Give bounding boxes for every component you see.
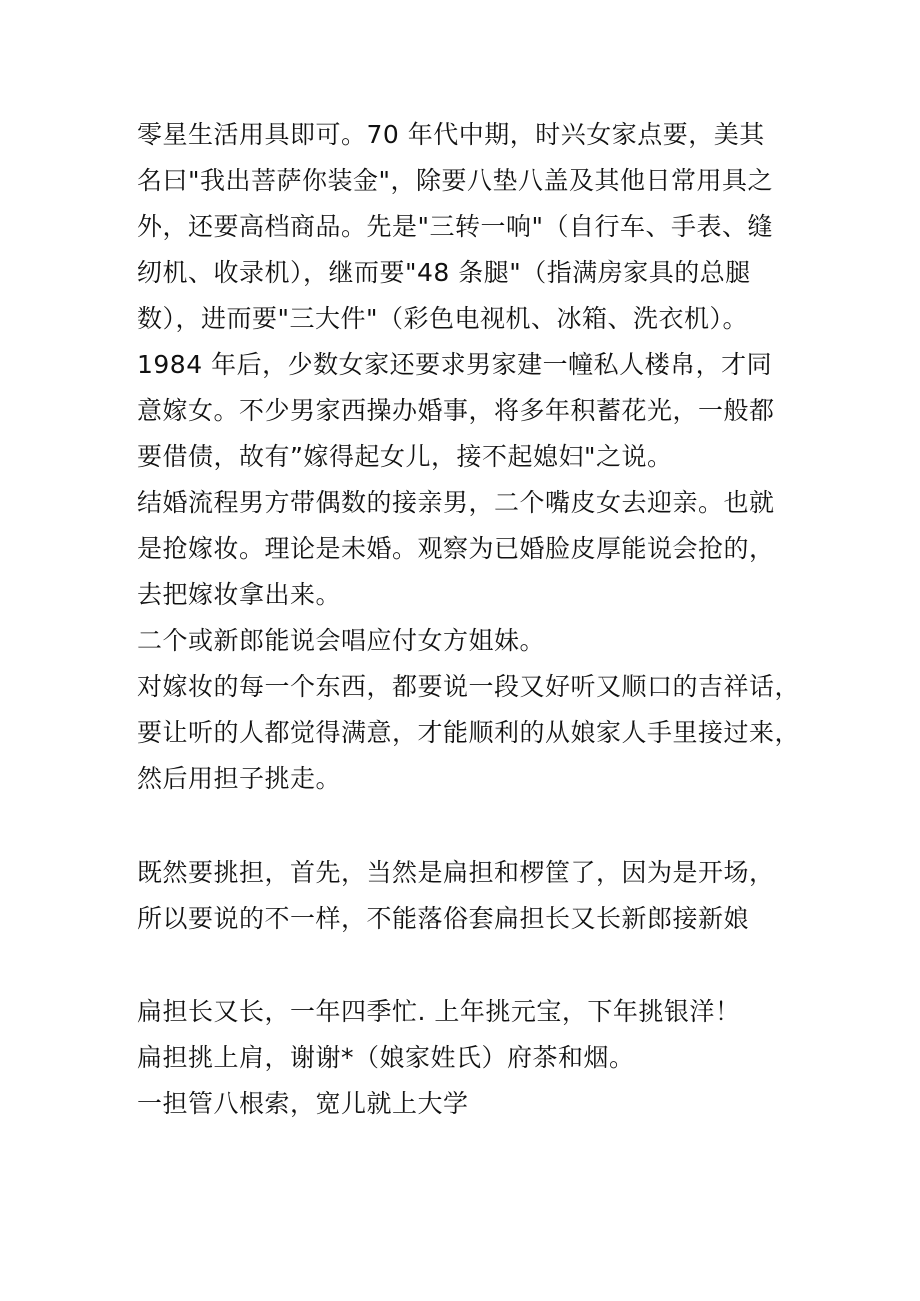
text-line: 结婚流程男方带偶数的接亲男，二个嘴皮女去迎亲。也就 <box>137 488 775 517</box>
text-line: 扁担挑上肩，谢谢*（娘家姓氏）府茶和烟。 <box>137 1043 635 1072</box>
text-line: 零星生活用具即可。70 年代中期，时兴女家点要，美其 <box>137 120 765 149</box>
text-line: 二个或新郎能说会唱应付女方姐妹。 <box>137 626 546 655</box>
text-line: 一担管八根索，宽儿就上大学 <box>137 1089 469 1118</box>
text-line: 纫机、收录机），继而要"48 条腿"（指满房家具的总腿 <box>137 258 751 287</box>
paragraph-carrying-pole-intro <box>137 850 797 942</box>
text-line: 既然要挑担，首先，当然是扁担和椤筐了，因为是开场， <box>137 858 775 887</box>
text-line: 数），进而要"三大件"（彩色电视机、冰箱、洗衣机）。 <box>137 304 749 333</box>
text-line: 是抢嫁妆。理论是未婚。观察为已婚脸皮厚能说会抢的， <box>137 534 775 563</box>
text-line: 对嫁妆的每一个东西，都要说一段又好听又顺口的吉祥话， <box>137 672 801 701</box>
paragraph-spacer <box>137 942 797 989</box>
text-line: 名曰"我出菩萨你装金"，除要八垫八盖及其他日常用具之 <box>137 166 774 195</box>
text-line: 要让听的人都觉得满意，才能顺利的从娘家人手里接过来， <box>137 718 801 747</box>
text-line: 扁担长又长，一年四季忙. 上年挑元宝，下年挑银洋！ <box>137 997 741 1026</box>
document-body <box>137 112 801 1127</box>
text-line: 去把嫁妆拿出来。 <box>137 580 342 609</box>
text-line: 外，还要高档商品。先是"三转一响"（自行车、手表、缝 <box>137 212 774 241</box>
paragraph-auspicious-verses <box>137 989 797 1127</box>
text-line: 1984 年后，少数女家还要求男家建一幢私人楼帛，才同 <box>137 350 773 379</box>
text-line: 所以要说的不一样，不能落俗套扁担长又长新郎接新娘 <box>137 904 750 933</box>
text-line: 要借债，故有”嫁得起女儿，接不起媳妇"之说。 <box>137 442 673 471</box>
paragraph-wedding-customs <box>137 112 801 802</box>
text-line: 然后用担子挑走。 <box>137 764 342 793</box>
paragraph-spacer <box>137 802 797 850</box>
text-line: 意嫁女。不少男家西操办婚事，将多年积蓄花光，一般都 <box>137 396 775 425</box>
